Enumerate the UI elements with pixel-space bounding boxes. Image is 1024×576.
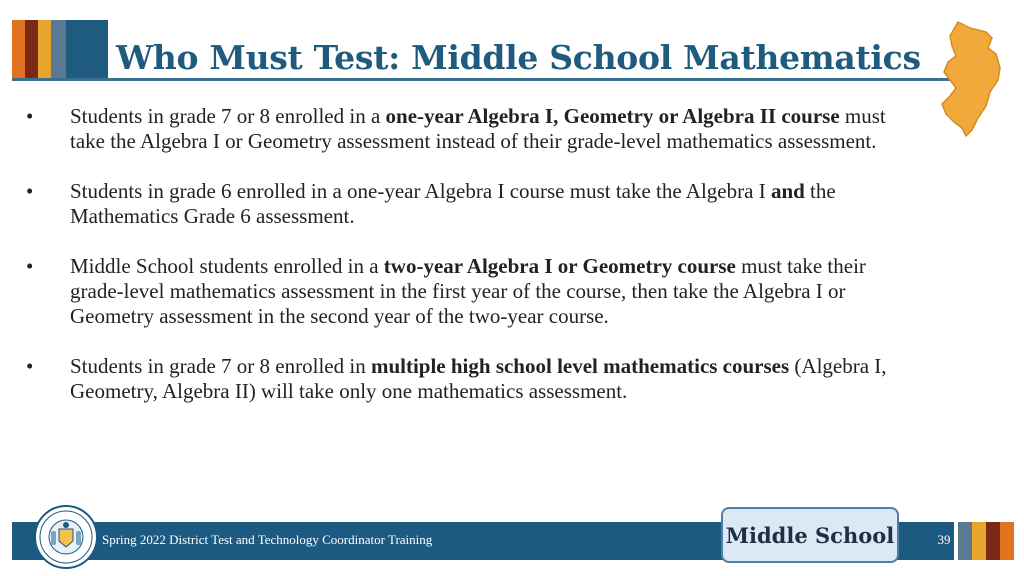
bullet-text: Students in grade 7 or 8 enrolled in [70, 354, 371, 378]
bullet-list [22, 104, 912, 429]
bullet-text: Students in grade 6 enrolled in a one-year Algebra I course must take the Algebra I [70, 179, 771, 203]
bullet-text: (Algebra I, Geometry, Algebra II) will take only one mathematics assessment. [70, 354, 887, 403]
new-jersey-map-icon [936, 18, 1006, 140]
title-divider [12, 78, 967, 81]
state-seal-icon [34, 505, 98, 569]
bullet-emphasis: one-year Algebra I, Geometry or Algebra II course [385, 104, 840, 128]
bullet-item [22, 354, 912, 404]
bullet-text: Students in grade 7 or 8 enrolled in a [70, 104, 386, 128]
middle-school-badge: Middle School [721, 507, 899, 563]
footer-text: Spring 2022 District Test and Technology Coordinator Training [102, 532, 433, 547]
bullet-text: Middle School students enrolled in a [70, 254, 384, 278]
footer-stripes [958, 522, 1014, 560]
slide-title: Who Must Test: Middle School Mathematics [116, 38, 921, 77]
bullet-item [22, 179, 912, 229]
bullet-text: must take their grade-level mathematics assessment in the first year of the course, then take the Algebra I or Geometry assessment in the second year of the two-year course. [70, 254, 866, 328]
bullet-text: must take the Algebra I or Geometry assessment instead of their grade-level mathematics assessment. [70, 104, 886, 153]
bullet-emphasis: and [770, 179, 805, 203]
bullet-text: the Mathematics Grade 6 assessment. [70, 179, 836, 228]
bullet-emphasis: two-year Algebra I or Geometry course [383, 254, 736, 278]
bullet-emphasis: multiple high school level mathematics courses [370, 354, 790, 378]
bullet-item [22, 104, 912, 154]
page-number: 39 [937, 532, 951, 547]
header-stripes [12, 20, 108, 78]
bullet-item [22, 254, 912, 329]
